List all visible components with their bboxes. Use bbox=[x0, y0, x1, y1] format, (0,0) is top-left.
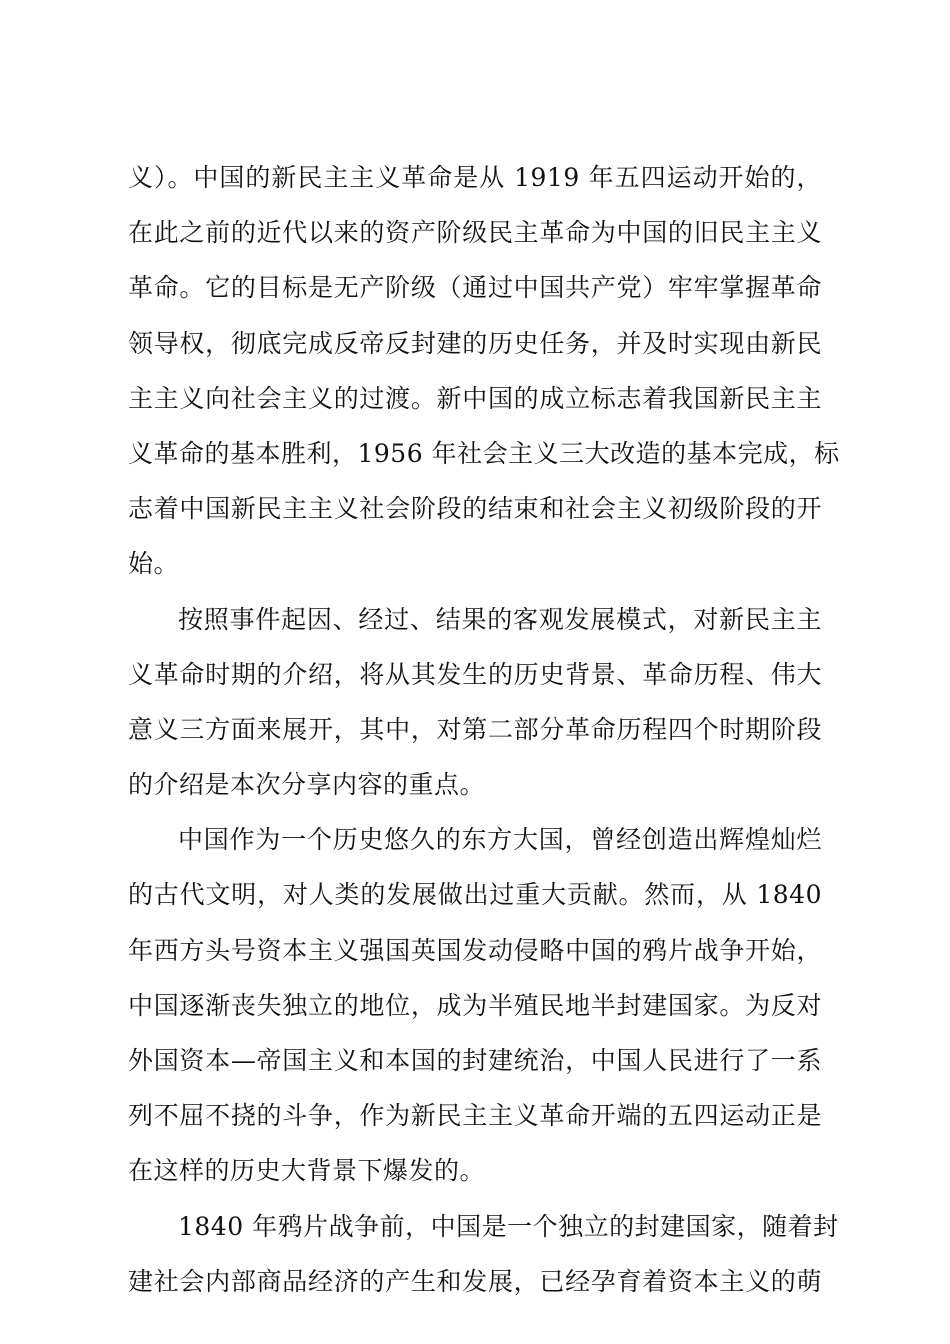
text-line: 始。 bbox=[128, 549, 180, 579]
text-line: 的介绍是本次分享内容的重点。 bbox=[128, 770, 486, 800]
text-line: 志着中国新民主主义社会阶段的结束和社会主义初级阶段的开 bbox=[128, 494, 822, 524]
text-line: 中国作为一个历史悠久的东方大国，曾经创造出辉煌灿烂 bbox=[178, 825, 822, 855]
text-line: 外国资本—帝国主义和本国的封建统治，中国人民进行了一系 bbox=[128, 1046, 822, 1075]
paragraph-4 bbox=[128, 1199, 839, 1309]
text-line: 义革命的基本胜利，1956 年社会主义三大改造的基本完成，标 bbox=[128, 438, 840, 468]
text-line: 革命。它的目标是无产阶级（通过中国共产党）牢牢掌握革命 bbox=[128, 273, 822, 303]
paragraph-1 bbox=[128, 150, 840, 592]
text-line: 在此之前的近代以来的资产阶级民主革命为中国的旧民主主义 bbox=[128, 218, 822, 248]
text-line: 义）。中国的新民主主义革命是从 1919 年五四运动开始的， bbox=[128, 163, 822, 192]
text-line: 在这样的历史大背景下爆发的。 bbox=[128, 1156, 486, 1186]
paragraph-3 bbox=[128, 812, 822, 1198]
text-line: 中国逐渐丧失独立的地位，成为半殖民地半封建国家。为反对 bbox=[128, 990, 822, 1020]
paragraph-2 bbox=[128, 592, 822, 813]
text-line: 年西方头号资本主义强国英国发动侵略中国的鸦片战争开始， bbox=[128, 935, 822, 965]
text-line: 建社会内部商品经济的产生和发展，已经孕育着资本主义的萌 bbox=[128, 1266, 822, 1296]
text-line: 按照事件起因、经过、结果的客观发展模式，对新民主主 bbox=[178, 604, 822, 634]
text-line: 领导权，彻底完成反帝反封建的历史任务，并及时实现由新民 bbox=[128, 328, 822, 358]
text-line: 主主义向社会主义的过渡。新中国的成立标志着我国新民主主 bbox=[128, 383, 822, 413]
document-body bbox=[128, 150, 840, 1309]
text-line: 列不屈不挠的斗争，作为新民主主义革命开端的五四运动正是 bbox=[128, 1101, 822, 1131]
text-line: 意义三方面来展开，其中，对第二部分革命历程四个时期阶段 bbox=[128, 714, 822, 744]
text-line: 义革命时期的介绍，将从其发生的历史背景、革命历程、伟大 bbox=[128, 659, 822, 689]
text-line: 的古代文明，对人类的发展做出过重大贡献。然而，从 1840 bbox=[128, 880, 822, 910]
text-line: 1840 年鸦片战争前，中国是一个独立的封建国家，随着封 bbox=[178, 1211, 839, 1241]
